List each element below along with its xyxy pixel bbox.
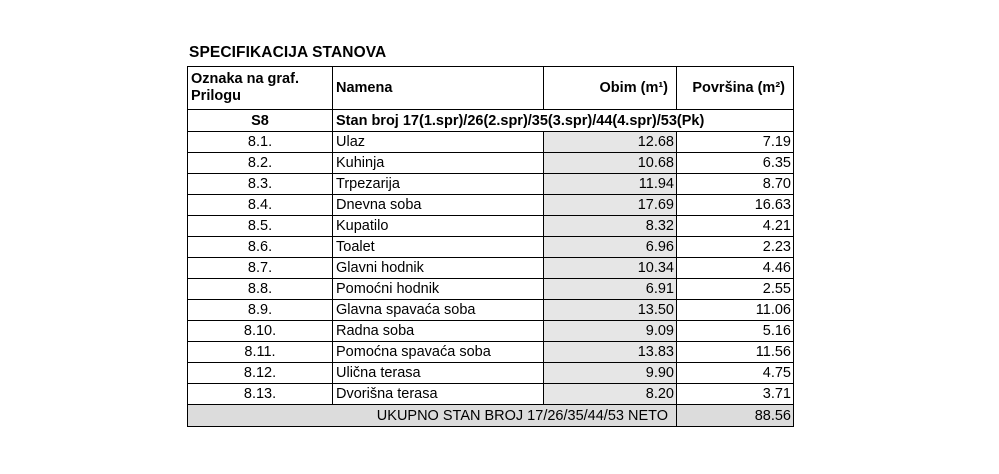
row-namena: Glavna spavaća soba — [333, 300, 544, 321]
row-povrsina: 7.19 — [677, 132, 794, 153]
table-row — [188, 237, 794, 258]
total-value: 88.56 — [677, 405, 794, 427]
specification-table — [187, 66, 794, 427]
header-namena: Namena — [333, 67, 544, 110]
section-code: S8 — [188, 110, 333, 132]
row-obim: 13.50 — [544, 300, 677, 321]
row-obim: 6.96 — [544, 237, 677, 258]
row-oznaka: 8.5. — [188, 216, 333, 237]
table-row — [188, 258, 794, 279]
row-oznaka: 8.8. — [188, 279, 333, 300]
header-obim: Obim (m¹) — [544, 67, 677, 110]
row-povrsina: 2.55 — [677, 279, 794, 300]
row-namena: Pomoćni hodnik — [333, 279, 544, 300]
row-obim: 13.83 — [544, 342, 677, 363]
row-povrsina: 5.16 — [677, 321, 794, 342]
row-obim: 9.90 — [544, 363, 677, 384]
table-row — [188, 195, 794, 216]
row-obim: 10.34 — [544, 258, 677, 279]
row-povrsina: 11.06 — [677, 300, 794, 321]
row-obim: 8.20 — [544, 384, 677, 405]
row-oznaka: 8.12. — [188, 363, 333, 384]
total-row — [188, 405, 794, 427]
row-namena: Ulična terasa — [333, 363, 544, 384]
row-oznaka: 8.11. — [188, 342, 333, 363]
table-row — [188, 300, 794, 321]
row-oznaka: 8.9. — [188, 300, 333, 321]
row-povrsina: 2.23 — [677, 237, 794, 258]
row-namena: Dvorišna terasa — [333, 384, 544, 405]
table-row — [188, 279, 794, 300]
row-povrsina: 4.75 — [677, 363, 794, 384]
row-povrsina: 4.21 — [677, 216, 794, 237]
row-povrsina: 4.46 — [677, 258, 794, 279]
row-namena: Trpezarija — [333, 174, 544, 195]
row-oznaka: 8.10. — [188, 321, 333, 342]
row-povrsina: 8.70 — [677, 174, 794, 195]
row-oznaka: 8.6. — [188, 237, 333, 258]
header-oznaka — [188, 67, 333, 110]
table-row — [188, 216, 794, 237]
section-row — [188, 110, 794, 132]
table-row — [188, 153, 794, 174]
table-row — [188, 342, 794, 363]
table-row — [188, 174, 794, 195]
row-oznaka: 8.7. — [188, 258, 333, 279]
row-oznaka: 8.3. — [188, 174, 333, 195]
table-row — [188, 321, 794, 342]
row-namena: Pomoćna spavaća soba — [333, 342, 544, 363]
total-label: UKUPNO STAN BROJ 17/26/35/44/53 NETO — [188, 405, 677, 427]
row-povrsina: 11.56 — [677, 342, 794, 363]
section-name: Stan broj 17(1.spr)/26(2.spr)/35(3.spr)/44(4.spr)/53(Pk) — [333, 110, 794, 132]
row-oznaka: 8.4. — [188, 195, 333, 216]
row-namena: Radna soba — [333, 321, 544, 342]
row-oznaka: 8.1. — [188, 132, 333, 153]
row-obim: 10.68 — [544, 153, 677, 174]
table-row — [188, 363, 794, 384]
row-namena: Dnevna soba — [333, 195, 544, 216]
row-obim: 9.09 — [544, 321, 677, 342]
row-oznaka: 8.2. — [188, 153, 333, 174]
row-oznaka: 8.13. — [188, 384, 333, 405]
table-row — [188, 132, 794, 153]
table-row — [188, 384, 794, 405]
row-obim: 6.91 — [544, 279, 677, 300]
row-obim: 17.69 — [544, 195, 677, 216]
row-obim: 12.68 — [544, 132, 677, 153]
row-povrsina: 3.71 — [677, 384, 794, 405]
row-namena: Toalet — [333, 237, 544, 258]
page-title: SPECIFIKACIJA STANOVA — [189, 44, 387, 61]
row-namena: Glavni hodnik — [333, 258, 544, 279]
row-povrsina: 6.35 — [677, 153, 794, 174]
header-row — [188, 67, 794, 110]
row-obim: 11.94 — [544, 174, 677, 195]
row-namena: Ulaz — [333, 132, 544, 153]
row-namena: Kuhinja — [333, 153, 544, 174]
row-povrsina: 16.63 — [677, 195, 794, 216]
row-namena: Kupatilo — [333, 216, 544, 237]
header-povrsina: Površina (m²) — [677, 67, 794, 110]
header-oznaka-line2: Prilogu — [191, 88, 241, 104]
row-obim: 8.32 — [544, 216, 677, 237]
header-oznaka-line1: Oznaka na graf. — [191, 71, 299, 87]
